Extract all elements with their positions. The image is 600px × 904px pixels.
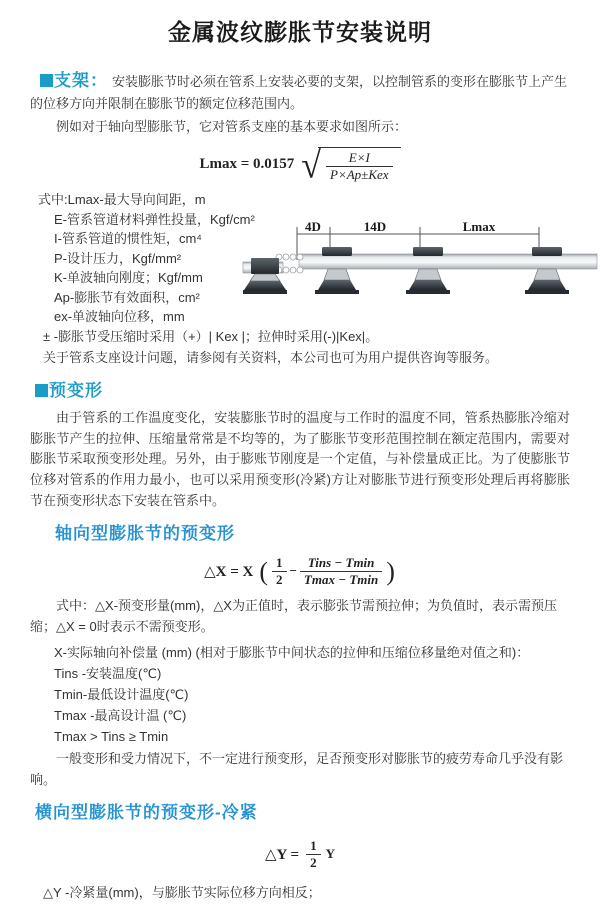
lateral-formula-rhs: Y [325,846,335,862]
definition-line: ex-单波轴向位移，mm [54,309,185,325]
lmax-formula [30,143,570,186]
definition-line: Tins -安装温度(℃) [54,666,162,682]
axial-subsection-heading: 轴向型膨胀节的预变形 [55,523,235,543]
definition-line: X-实际轴向补偿量 (mm) (相对于膨胀节中间状态的拉伸和压缩位移量绝对值之和)： [54,645,530,661]
definition-line: K-单波轴向刚度；Kgf/mm [54,270,203,286]
lateral-note: △Y -冷紧量(mm)，与膨胀节实际位移方向相反； [43,885,321,901]
definition-line: Ap-膨胀节有效面积，cm² [54,289,200,305]
lateral-subsection-heading: 横向型膨胀节的预变形-冷紧 [35,802,258,822]
open-paren: ( [259,556,268,586]
predeform-body: 由于管系的工作温度变化，安装膨胀节时的温度与工作时的温度不同，管系热膨胀冷缩对膨胀节产生的拉伸、压缩量常常是不均等的，为了膨胀节变形范围控制在额定范围内，需要对膨胀节采取预变形处理。另外，由于膨账节刚度是一个定值，与补偿量成正比。为了使膨胀节位移对管系的作用力最小，也可以采用预变形(冷紧)方让对膨胀节进行预变形处理后再将膨胀节在预变形状态下安装在管系中。 [30,409,570,508]
predeform-section-heading [30,377,570,404]
close-paren: ) [386,556,395,586]
sqrt-body [318,147,401,184]
dimension-label-lmax: Lmax [462,219,496,235]
pipe-support-diagram [243,220,597,320]
page-title: 金属波纹膨胀节安装说明 [168,19,432,45]
definition-line: I-管系管道的惯性矩，cm⁴ [54,231,202,247]
dimension-label-4d: 4D [305,219,321,235]
definition-line: E-管系管道材料弹性投量，Kgf/cm² [54,211,255,227]
sqrt-radical-icon: √ [301,143,322,186]
one-half-fraction: $\frac{1}{2}$ [272,555,287,589]
lmax-formula-lhs: Lmax = 0.0157 [199,155,295,172]
support-intro-text: 安装膨胀节时必须在管系上安装必要的支架，以控制管系的变形在膨胀节上产生的位移方向并限制在膨胀节的额定位移范围内。 [30,73,568,111]
definitions-and-diagram [30,190,570,326]
definition-line: P-设计压力，Kgf/mm² [54,250,182,266]
predeform-section-heading-label: 预变形 [49,380,103,400]
consult-note: 关于管系支座设计问题，请参阅有关资料，本公司也可为用户提供咨询等服务。 [43,349,499,365]
definition-line: Tmin-最低设计温度(℃) [54,687,189,703]
pm-note: ± -膨胀节受压缩时采用（+）| Kex |；拉伸时采用(-)|Kex|。 [43,328,379,344]
axial-definitions [30,644,570,746]
lmax-fraction [326,150,393,184]
one-half-fraction: $\frac{1}{2}$ [306,838,321,872]
axial-formula-lhs: △X = X [204,563,254,580]
pipe [299,254,597,269]
square-bullet-icon [40,74,53,87]
dimension-label-14d: 14D [363,219,387,235]
lmax-fraction-denominator: P×Ap±Kex [330,166,389,182]
definition-line: Tmax > Tins ≥ Tmin [54,729,169,745]
axial-explain: 式中：△X-预变形量(mm)，△X为正值时，表示膨张节需预拉伸；为负值时，表示需预压缩；△X = 0时表示不需预变形。 [30,598,557,635]
lateral-formula-lhs: △Y = [265,846,300,863]
support-section-heading [40,71,108,90]
lmax-fraction-numerator: E×I [326,150,393,167]
definition-line: Tmax -最高设计温 (℃) [54,708,187,724]
square-bullet-icon [35,384,48,397]
lateral-predeform-formula [30,838,570,872]
minus-sign: − [289,563,297,579]
definition-line: 式中:Lmax-最大导向间距，m [38,192,206,208]
sqrt-expression [301,143,400,186]
axial-note: 一般变形和受力情况下，不一定进行预变形，足否预变形对膨胀节的疲劳寿命几乎没有影响。 [30,751,564,787]
support-intro-paragraph [30,67,570,115]
pipe-support-diagram-svg [243,220,597,320]
temperature-fraction: $\frac{\text{Tins − Tmin}}{Tmax - Tmin}$ [300,555,382,589]
support-section-heading-label: 支架： [54,70,108,90]
axial-predeform-formula [30,555,570,589]
support-example-line: 例如对于轴向型膨胀节，它对管系支座的基本要求如图所示： [56,118,408,134]
